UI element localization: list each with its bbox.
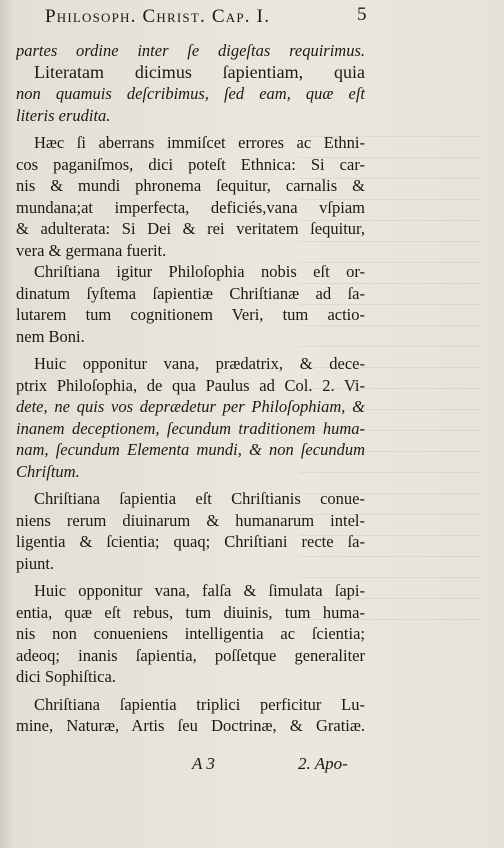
text-line: dici Sophiſtica.: [16, 667, 116, 686]
text-line: inanem deceptionem, ſecundum traditionem huma-: [16, 418, 365, 438]
text-line: vera & germana fuerit.: [16, 240, 167, 260]
signature-mark: A 3: [192, 754, 215, 773]
text-line: cos paganiſmos, dici poteſt Ethnica: Si car-: [16, 154, 365, 174]
text-line: Huic opponitur vana, prædatrix, & dece-: [34, 354, 365, 373]
text-line: Chriſtum.: [16, 461, 80, 481]
text-line: non quamuis deſcribimus, ſed eam, quæ eſt: [16, 84, 365, 103]
text-line: Huic opponitur vana, falſa & ſimulata ſapi-: [34, 581, 365, 600]
text-line: & adulterata: Si Dei & rei veritatem ſequitur,: [16, 219, 365, 238]
text-line: nam, ſecundum Elementa mundi, & non ſecundum: [16, 440, 365, 459]
text-line: piunt.: [16, 553, 55, 573]
text-line: dete, ne quis vos deprædetur per Philoſophiam, &: [16, 397, 365, 416]
text-line: mundana;at imperfecta, deficiés,vana vſpiam: [16, 197, 365, 217]
text-line: literis erudita.: [16, 105, 111, 125]
text-block: [16, 40, 365, 737]
text-line: entia, quæ eſt rebus, tum diuinis, tum huma-: [16, 602, 365, 622]
text-line: ptrix Philoſophia, de qua Paulus ad Col. 2. Vi-: [16, 375, 365, 395]
text-line: partes ordine inter ſe digeſtas requirimus.: [16, 41, 365, 60]
text-line: dinatum ſyſtema ſapientiæ Chriſtianæ ad ſa-: [16, 283, 365, 303]
text-line: niens rerum diuinarum & humanarum intel-: [16, 510, 365, 530]
text-line: adeoq; inanis ſapientia, poſſetque generaliter: [16, 645, 365, 665]
running-title: Philosoph. Christ. Cap. I.: [45, 6, 271, 27]
text-line: ligentia & ſcientia; quaq; Chriſtiani recte ſa-: [16, 532, 365, 551]
text-line: mine, Naturæ, Artis ſeu Doctrinæ, & Gratiæ.: [16, 716, 365, 735]
text-line: Chriſtiana ſapientia eſt Chriſtianis conue-: [34, 489, 365, 508]
text-line: Chriſtiana ſapientia triplici perficitur Lu-: [34, 694, 365, 714]
running-header: [45, 6, 381, 28]
text-line: nis non conueniens intelligentia ac ſcientia;: [16, 624, 365, 643]
text-line: Literatam dicimus ſapientiam, quia: [34, 61, 365, 82]
text-line: nem Boni.: [16, 326, 85, 346]
text-line: Hæc ſi aberrans immiſcet errores ac Ethni-: [34, 133, 365, 152]
text-line: Chriſtiana igitur Philoſophia nobis eſt or-: [34, 262, 365, 281]
page-number: 5: [357, 4, 368, 25]
text-line: lutarem tum cognitionem Veri, tum actio-: [16, 305, 365, 324]
text-line: nis & mundi phronema ſequitur, carnalis &: [16, 176, 365, 195]
catchword: 2. Apo-: [298, 754, 348, 773]
